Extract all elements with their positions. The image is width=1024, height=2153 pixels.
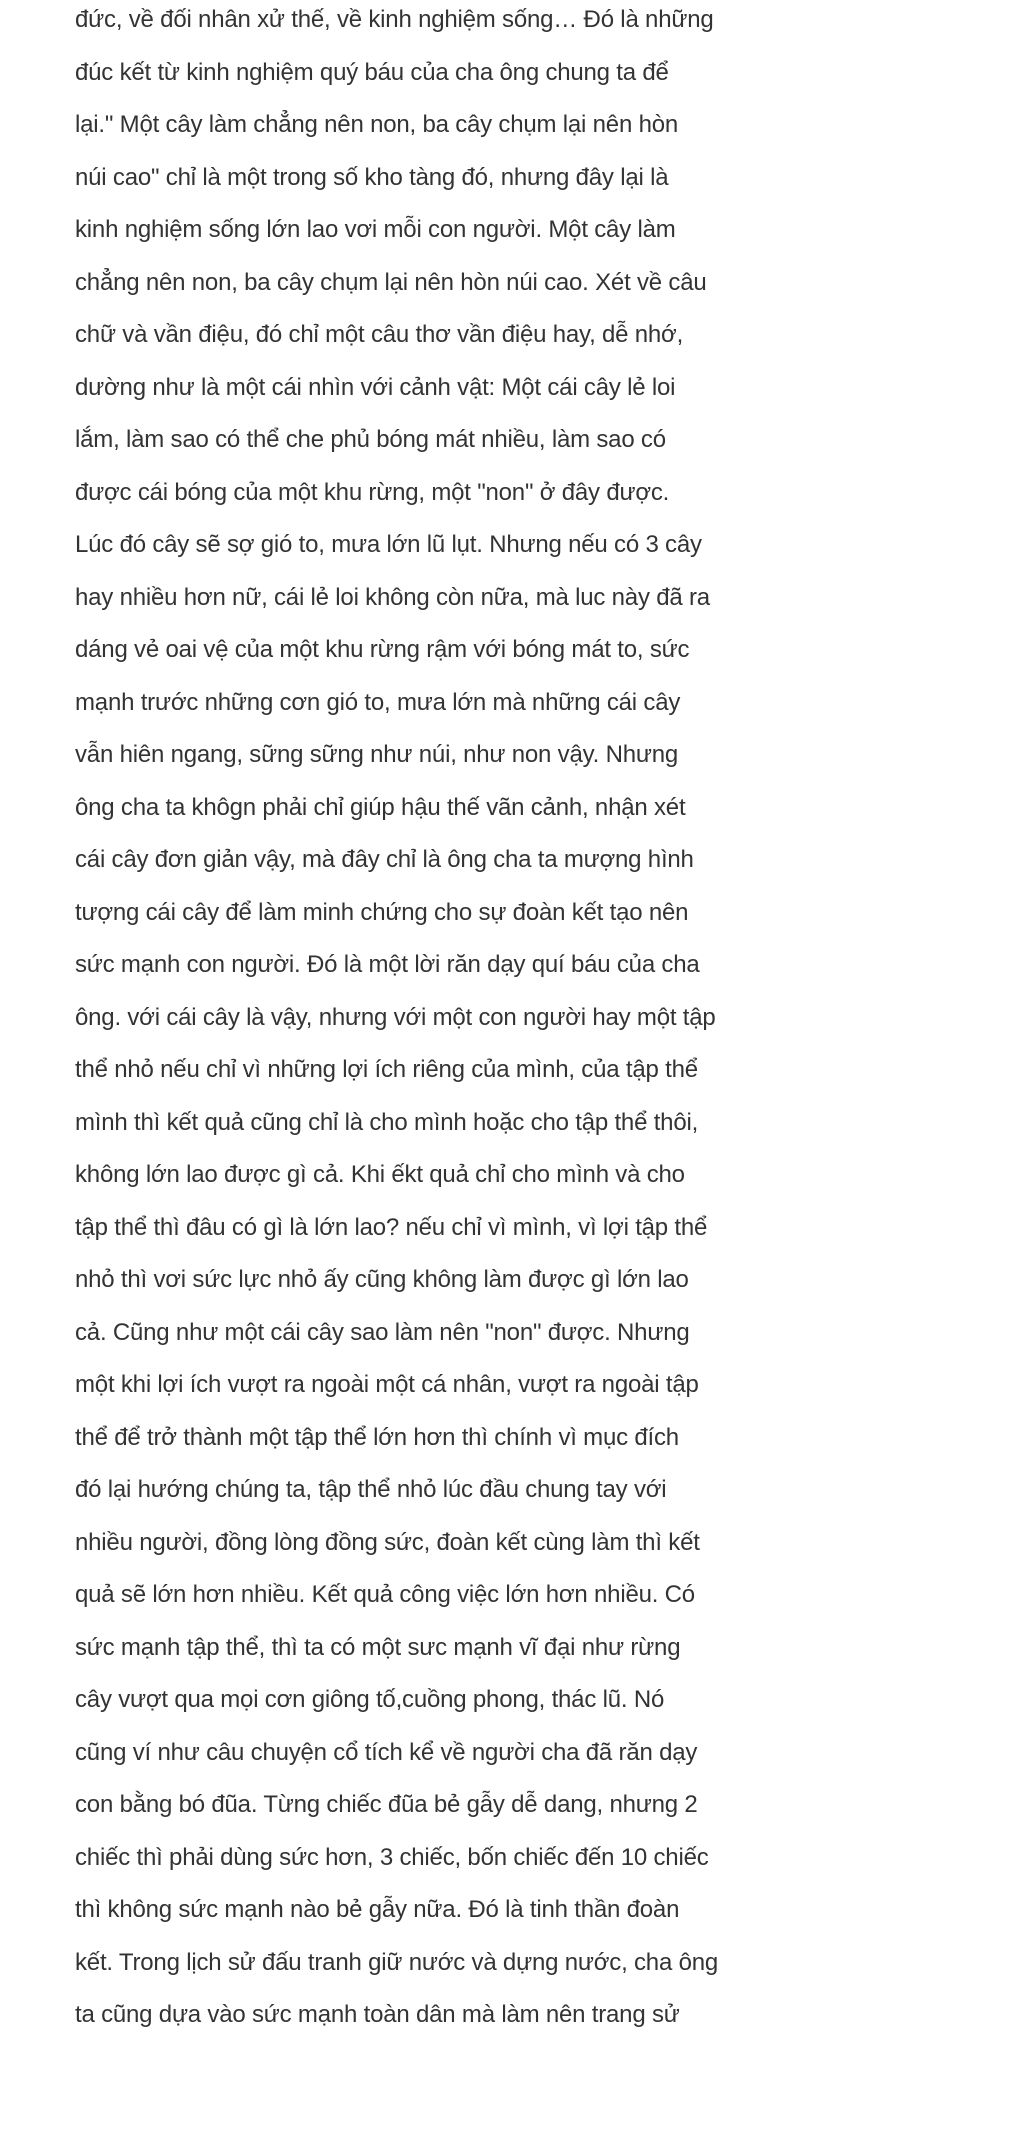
text-line: cả. Cũng như một cái cây sao làm nên "non" được. Nhưng — [75, 1318, 690, 1346]
text-line: thể để trở thành một tập thể lớn hơn thì chính vì mục đích — [75, 1423, 679, 1451]
text-line: ông. với cái cây là vậy, nhưng với một con người hay một tập — [75, 1003, 716, 1031]
text-line: sức mạnh con người. Đó là một lời răn dạy quí báu của cha — [75, 951, 700, 978]
text-line: dường như là một cái nhìn với cảnh vật: Một cái cây lẻ loi — [75, 373, 676, 401]
text-line: sức mạnh tập thể, thì ta có một sưc mạnh vĩ đại như rừng — [75, 1633, 681, 1661]
text-line: nhỏ thì vơi sức lực nhỏ ấy cũng không làm được gì lớn lao — [75, 1266, 689, 1293]
text-line: Lúc đó cây sẽ sợ gió to, mưa lớn lũ lụt. Nhưng nếu có 3 cây — [75, 531, 702, 558]
text-line: kinh nghiệm sống lớn lao vơi mỗi con người. Một cây làm — [75, 216, 676, 243]
text-line: thì không sức mạnh nào bẻ gẫy nữa. Đó là tinh thần đoàn — [75, 1896, 680, 1923]
text-line: nhiều người, đồng lòng đồng sức, đoàn kết cùng làm thì kết — [75, 1528, 700, 1556]
text-line: chiếc thì phải dùng sức hơn, 3 chiếc, bốn chiếc đến 10 chiếc — [75, 1843, 709, 1871]
text-line: lắm, làm sao có thể che phủ bóng mát nhiều, làm sao có — [75, 426, 666, 453]
text-line: thể nhỏ nếu chỉ vì những lợi ích riêng của mình, của tập thể — [75, 1056, 698, 1083]
text-line: ông cha ta khôgn phải chỉ giúp hậu thế vãn cảnh, nhận xét — [75, 793, 686, 821]
essay-text — [75, 0, 1020, 2042]
text-line: vẫn hiên ngang, sững sững như núi, như non vậy. Nhưng — [75, 741, 679, 768]
text-line: hay nhiều hơn nữ, cái lẻ loi không còn nữa, mà luc này đã ra — [75, 583, 710, 611]
text-line: tượng cái cây để làm minh chứng cho sự đoàn kết tạo nên — [75, 898, 689, 926]
text-line: kết. Trong lịch sử đấu tranh giữ nước và dựng nước, cha ông — [75, 1948, 719, 1976]
text-line: mình thì kết quả cũng chỉ là cho mình hoặc cho tập thể thôi, — [75, 1108, 699, 1136]
text-line: núi cao" chỉ là một trong số kho tàng đó, nhưng đây lại là — [75, 163, 669, 191]
text-line: cũng ví như câu chuyện cổ tích kể về người cha đã răn dạy — [75, 1738, 698, 1766]
text-line: mạnh trước những cơn gió to, mưa lớn mà những cái cây — [75, 688, 681, 716]
text-line: tập thể thì đâu có gì là lớn lao? nếu chỉ vì mình, vì lợi tập thể — [75, 1213, 708, 1241]
text-line: không lớn lao được gì cả. Khi ếkt quả chỉ cho mình và cho — [75, 1161, 685, 1188]
text-line: đó lại hướng chúng ta, tập thể nhỏ lúc đầu chung tay với — [75, 1476, 667, 1503]
text-line: lại." Một cây làm chẳng nên non, ba cây chụm lại nên hòn — [75, 111, 679, 138]
text-line: đức, về đối nhân xử thế, về kinh nghiệm sống… Đó là những — [75, 6, 714, 33]
text-line: cái cây đơn giản vậy, mà đây chỉ là ông cha ta mượng hình — [75, 846, 694, 873]
text-line: chữ và vần điệu, đó chỉ một câu thơ vần điệu hay, dễ nhớ, — [75, 321, 684, 348]
text-line: ta cũng dựa vào sức mạnh toàn dân mà làm nên trang sử — [75, 2001, 680, 2028]
text-line: con bằng bó đũa. Từng chiếc đũa bẻ gẫy dễ dang, nhưng 2 — [75, 1791, 698, 1818]
text-line: chẳng nên non, ba cây chụm lại nên hòn núi cao. Xét về câu — [75, 268, 707, 296]
text-line: dáng vẻ oai vệ của một khu rừng rậm với bóng mát to, sức — [75, 636, 690, 663]
text-line: một khi lợi ích vượt ra ngoài một cá nhân, vượt ra ngoài tập — [75, 1371, 699, 1398]
text-line: quả sẽ lớn hơn nhiều. Kết quả công việc lớn hơn nhiều. Có — [75, 1581, 695, 1608]
text-line: được cái bóng của một khu rừng, một "non" ở đây được. — [75, 478, 670, 506]
text-line: cây vượt qua mọi cơn giông tố,cuồng phong, thác lũ. Nó — [75, 1686, 665, 1713]
text-line: đúc kết từ kinh nghiệm quý báu của cha ông chung ta để — [75, 58, 669, 86]
